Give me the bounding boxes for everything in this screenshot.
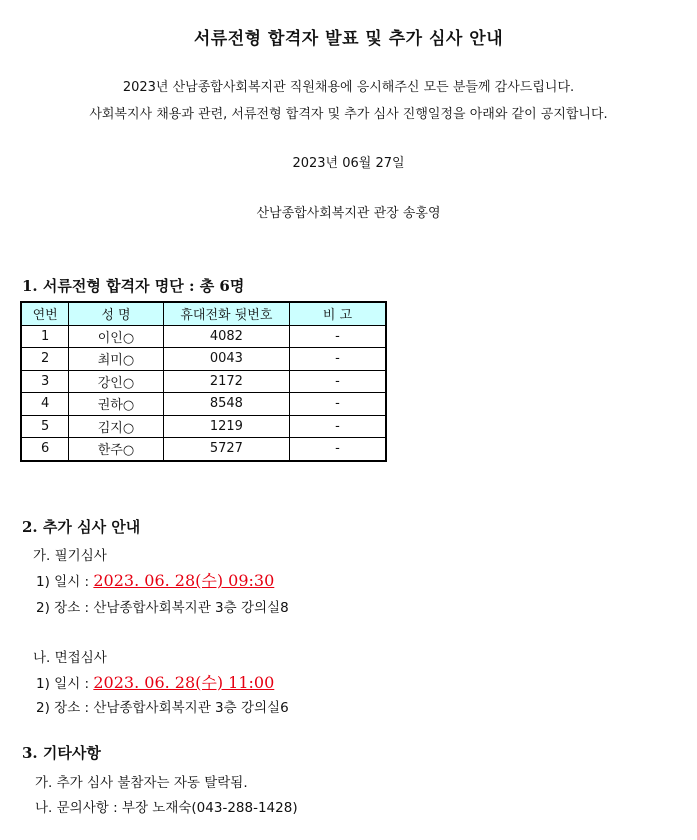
note-item-1: 가. 추가 심사 불참자는 자동 탈락됨. bbox=[35, 775, 248, 791]
cell-name: 강인○ bbox=[69, 370, 163, 393]
cell-note: - bbox=[290, 415, 386, 438]
interview-time-value: 2023. 06. 28(수) 11:00 bbox=[93, 673, 275, 692]
cell-no: 5 bbox=[21, 415, 69, 438]
interview-place: 2) 장소 : 산남종합사회복지관 3층 강의실6 bbox=[36, 700, 289, 716]
cell-note: - bbox=[290, 393, 386, 416]
interview-label: 나. 면접심사 bbox=[33, 650, 107, 666]
cell-phone: 5727 bbox=[163, 438, 289, 461]
col-header-note: 비 고 bbox=[290, 302, 386, 325]
cell-no: 3 bbox=[21, 370, 69, 393]
section-3-heading: 3. 기타사항 bbox=[22, 744, 101, 762]
cell-name: 이인○ bbox=[69, 325, 163, 348]
cell-note: - bbox=[290, 438, 386, 461]
applicant-table bbox=[20, 301, 387, 462]
section-1-heading: 1. 서류전형 합격자 명단 : 총 6명 bbox=[22, 277, 245, 295]
cell-note: - bbox=[290, 370, 386, 393]
cell-phone: 1219 bbox=[163, 415, 289, 438]
note-item-2: 나. 문의사항 : 부장 노재숙(043-288-1428) bbox=[35, 800, 298, 816]
table-row bbox=[21, 393, 386, 416]
cell-name: 김지○ bbox=[69, 415, 163, 438]
cell-name: 한주○ bbox=[69, 438, 163, 461]
table-row bbox=[21, 325, 386, 348]
cell-phone: 8548 bbox=[163, 393, 289, 416]
written-exam-label: 가. 필기심사 bbox=[33, 548, 107, 564]
col-header-phone: 휴대전화 뒷번호 bbox=[163, 302, 289, 325]
table-row bbox=[21, 438, 386, 461]
written-exam-place: 2) 장소 : 산남종합사회복지관 3층 강의실8 bbox=[36, 600, 289, 616]
written-exam-time bbox=[36, 568, 274, 591]
section-2-heading: 2. 추가 심사 안내 bbox=[22, 518, 141, 536]
table-row bbox=[21, 415, 386, 438]
announcement-date: 2023년 06월 27일 bbox=[292, 156, 405, 171]
page-title: 서류전형 합격자 발표 및 추가 심사 안내 bbox=[193, 29, 504, 49]
written-exam-time-prefix: 1) 일시 : bbox=[36, 574, 94, 590]
cell-phone: 2172 bbox=[163, 370, 289, 393]
cell-no: 2 bbox=[21, 348, 69, 371]
interview-time bbox=[36, 670, 274, 693]
cell-name: 권하○ bbox=[69, 393, 163, 416]
col-header-no: 연번 bbox=[21, 302, 69, 325]
cell-phone: 0043 bbox=[163, 348, 289, 371]
table-header-row bbox=[21, 302, 386, 325]
cell-name: 최미○ bbox=[69, 348, 163, 371]
cell-note: - bbox=[290, 348, 386, 371]
intro-line-2: 사회복지사 채용과 관련, 서류전형 합격자 및 추가 심사 진행일정을 아래와 같이 공지합니다. bbox=[89, 107, 608, 122]
col-header-name: 성 명 bbox=[69, 302, 163, 325]
cell-phone: 4082 bbox=[163, 325, 289, 348]
interview-time-prefix: 1) 일시 : bbox=[36, 676, 94, 692]
cell-note: - bbox=[290, 325, 386, 348]
written-exam-time-value: 2023. 06. 28(수) 09:30 bbox=[93, 571, 275, 590]
signature: 산남종합사회복지관 관장 송홍영 bbox=[256, 206, 441, 221]
table-row bbox=[21, 348, 386, 371]
table-row bbox=[21, 370, 386, 393]
cell-no: 4 bbox=[21, 393, 69, 416]
cell-no: 6 bbox=[21, 438, 69, 461]
cell-no: 1 bbox=[21, 325, 69, 348]
intro-line-1: 2023년 산남종합사회복지관 직원채용에 응시해주신 모든 분들께 감사드립니다. bbox=[122, 80, 575, 95]
